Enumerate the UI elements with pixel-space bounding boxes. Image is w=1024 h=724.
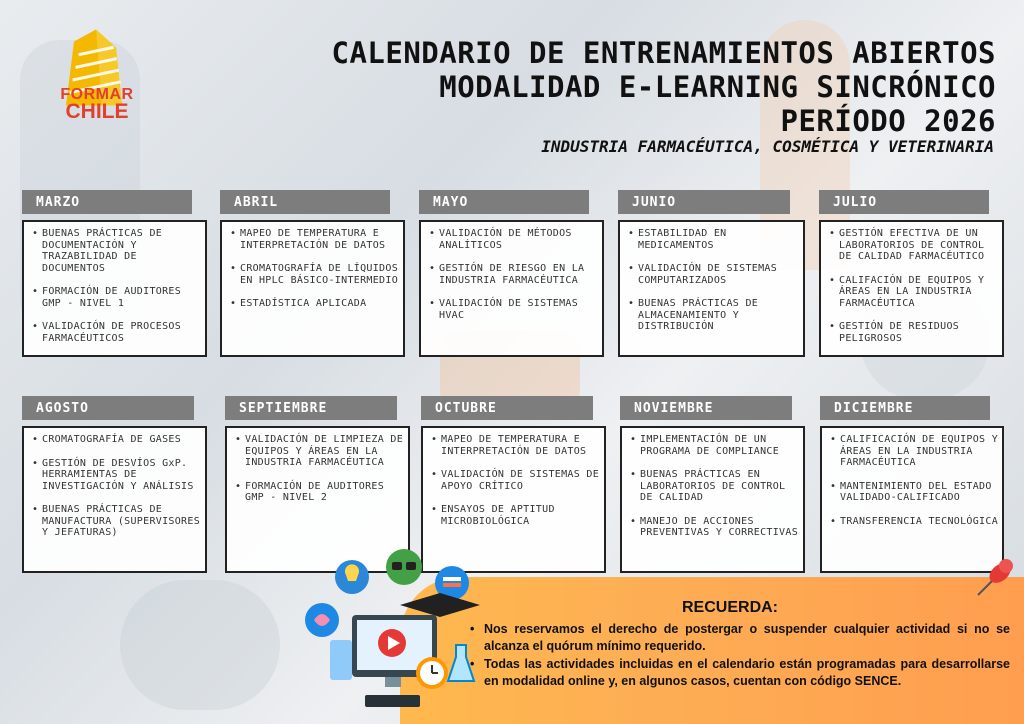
month-tab-agosto: AGOSTO [22, 396, 194, 420]
title-line1: CALENDARIO DE ENTRENAMIENTOS ABIERTOS [331, 36, 996, 70]
month-box-agosto [22, 426, 207, 573]
list-item: • VALIDACIÓN DE SISTEMAS COMPUTARIZADOS [628, 263, 799, 286]
list-item: • BUENAS PRÁCTICAS DE MANUFACTURA (SUPERVISORES Y JEFATURAS) [32, 504, 201, 539]
list-item: • TRANSFERENCIA TECNOLÓGICA [830, 516, 998, 528]
course-list [829, 228, 998, 344]
course-list [630, 434, 799, 539]
brand-wordmark [52, 86, 142, 123]
list-item: • CALIFICACIÓN DE EQUIPOS Y ÁREAS EN LA INDUSTRIA FARMACÉUTICA [830, 434, 998, 469]
course-list [431, 434, 600, 527]
elearning-illustration-icon [300, 545, 490, 720]
list-item: • GESTIÓN EFECTIVA DE UN LABORATORIOS DE CONTROL DE CALIDAD FARMACÉUTICO [829, 228, 998, 263]
recuerda-title: RECUERDA: [682, 599, 778, 616]
page-subtitle: INDUSTRIA FARMACÉUTICA, COSMÉTICA Y VETERINARIA [541, 137, 994, 156]
list-item: • VALIDACIÓN DE SISTEMAS DE APOYO CRÍTICO [431, 469, 600, 492]
list-item: • VALIDACIÓN DE MÉTODOS ANALÍTICOS [429, 228, 598, 251]
month-box-abril [220, 220, 405, 357]
month-tab-diciembre: DICIEMBRE [820, 396, 990, 420]
list-item: • MAPEO DE TEMPERATURA E INTERPRETACIÓN DE DATOS [230, 228, 399, 251]
course-list [230, 228, 399, 310]
list-item: • GESTIÓN DE RESIDUOS PELIGROSOS [829, 321, 998, 344]
month-box-junio [618, 220, 805, 357]
course-list [32, 434, 201, 539]
list-item: • VALIDACIÓN DE LIMPIEZA DE EQUIPOS Y ÁREAS EN LA INDUSTRIA FARMACÉUTICA [235, 434, 404, 469]
list-item: • CROMATOGRAFÍA DE LÍQUIDOS EN HPLC BÁSICO-INTERMEDIO [230, 263, 399, 286]
month-tab-abril: ABRIL [220, 190, 390, 214]
background-jar-shape [120, 580, 280, 710]
course-list [32, 228, 201, 344]
month-tab-junio: JUNIO [618, 190, 790, 214]
list-item: • BUENAS PRÁCTICAS EN LABORATORIOS DE CONTROL DE CALIDAD [630, 469, 799, 504]
list-item: • BUENAS PRÁCTICAS DE DOCUMENTACIÓN Y TRAZABILIDAD DE DOCUMENTOS [32, 228, 201, 274]
month-box-mayo [419, 220, 604, 357]
month-box-diciembre [820, 426, 1004, 573]
list-item: • GESTIÓN DE DESVÍOS GxP. HERRAMIENTAS DE INVESTIGACIÓN Y ANÁLISIS [32, 458, 201, 493]
course-list [628, 228, 799, 333]
month-box-marzo [22, 220, 207, 357]
list-item: • FORMACIÓN DE AUDITORES GMP - NIVEL 2 [235, 481, 404, 504]
list-item: • BUENAS PRÁCTICAS DE ALMACENAMIENTO Y DISTRIBUCIÓN [628, 298, 799, 333]
month-tab-octubre: OCTUBRE [421, 396, 593, 420]
list-item: • GESTIÓN DE RIESGO EN LA INDUSTRIA FARMACÉUTICA [429, 263, 598, 286]
brand-line1: FORMAR [60, 86, 134, 103]
brand-line2: CHILE [65, 100, 129, 123]
course-list [235, 434, 404, 504]
list-item: • Nos reservamos el derecho de postergar o suspender cualquier actividad si no se alcanza el quórum mínimo requerido. [470, 621, 1010, 655]
list-item: • ENSAYOS DE APTITUD MICROBIOLÓGICA [431, 504, 600, 527]
course-list [830, 434, 998, 527]
list-item: • VALIDACIÓN DE SISTEMAS HVAC [429, 298, 598, 321]
page-title [331, 36, 996, 138]
month-tab-marzo: MARZO [22, 190, 192, 214]
month-tab-mayo: MAYO [419, 190, 589, 214]
recuerda-banner [400, 577, 1024, 724]
list-item: • MANEJO DE ACCIONES PREVENTIVAS Y CORRECTIVAS [630, 516, 799, 539]
title-line3: PERÍODO 2026 [780, 104, 996, 138]
month-tab-noviembre: NOVIEMBRE [620, 396, 792, 420]
list-item: • ESTADÍSTICA APLICADA [230, 298, 399, 310]
pushpin-icon [970, 555, 1020, 600]
list-item: • ESTABILIDAD EN MEDICAMENTOS [628, 228, 799, 251]
recuerda-list [470, 621, 1010, 691]
list-item: • MAPEO DE TEMPERATURA E INTERPRETACIÓN DE DATOS [431, 434, 600, 457]
list-item: • FORMACIÓN DE AUDITORES GMP - NIVEL 1 [32, 286, 201, 309]
month-tab-septiembre: SEPTIEMBRE [225, 396, 397, 420]
title-line2: MODALIDAD E-LEARNING SINCRÓNICO [439, 70, 996, 104]
list-item: • CROMATOGRAFÍA DE GASES [32, 434, 201, 446]
course-list [429, 228, 598, 321]
month-box-julio [819, 220, 1004, 357]
list-item: • IMPLEMENTACIÓN DE UN PROGRAMA DE COMPLIANCE [630, 434, 799, 457]
list-item: • VALIDACIÓN DE PROCESOS FARMACÉUTICOS [32, 321, 201, 344]
month-box-noviembre [620, 426, 805, 573]
list-item: • CALIFACIÓN DE EQUIPOS Y ÁREAS EN LA INDUSTRIA FARMACÉUTICA [829, 275, 998, 310]
month-tab-julio: JULIO [819, 190, 989, 214]
list-item: • MANTENIMIENTO DEL ESTADO VALIDADO-CALIFICADO [830, 481, 998, 504]
list-item: • Todas las actividades incluidas en el calendario están programadas para desarrollarse en modalidad online y, en algunos casos, cuentan con código SENCE. [470, 656, 1010, 690]
